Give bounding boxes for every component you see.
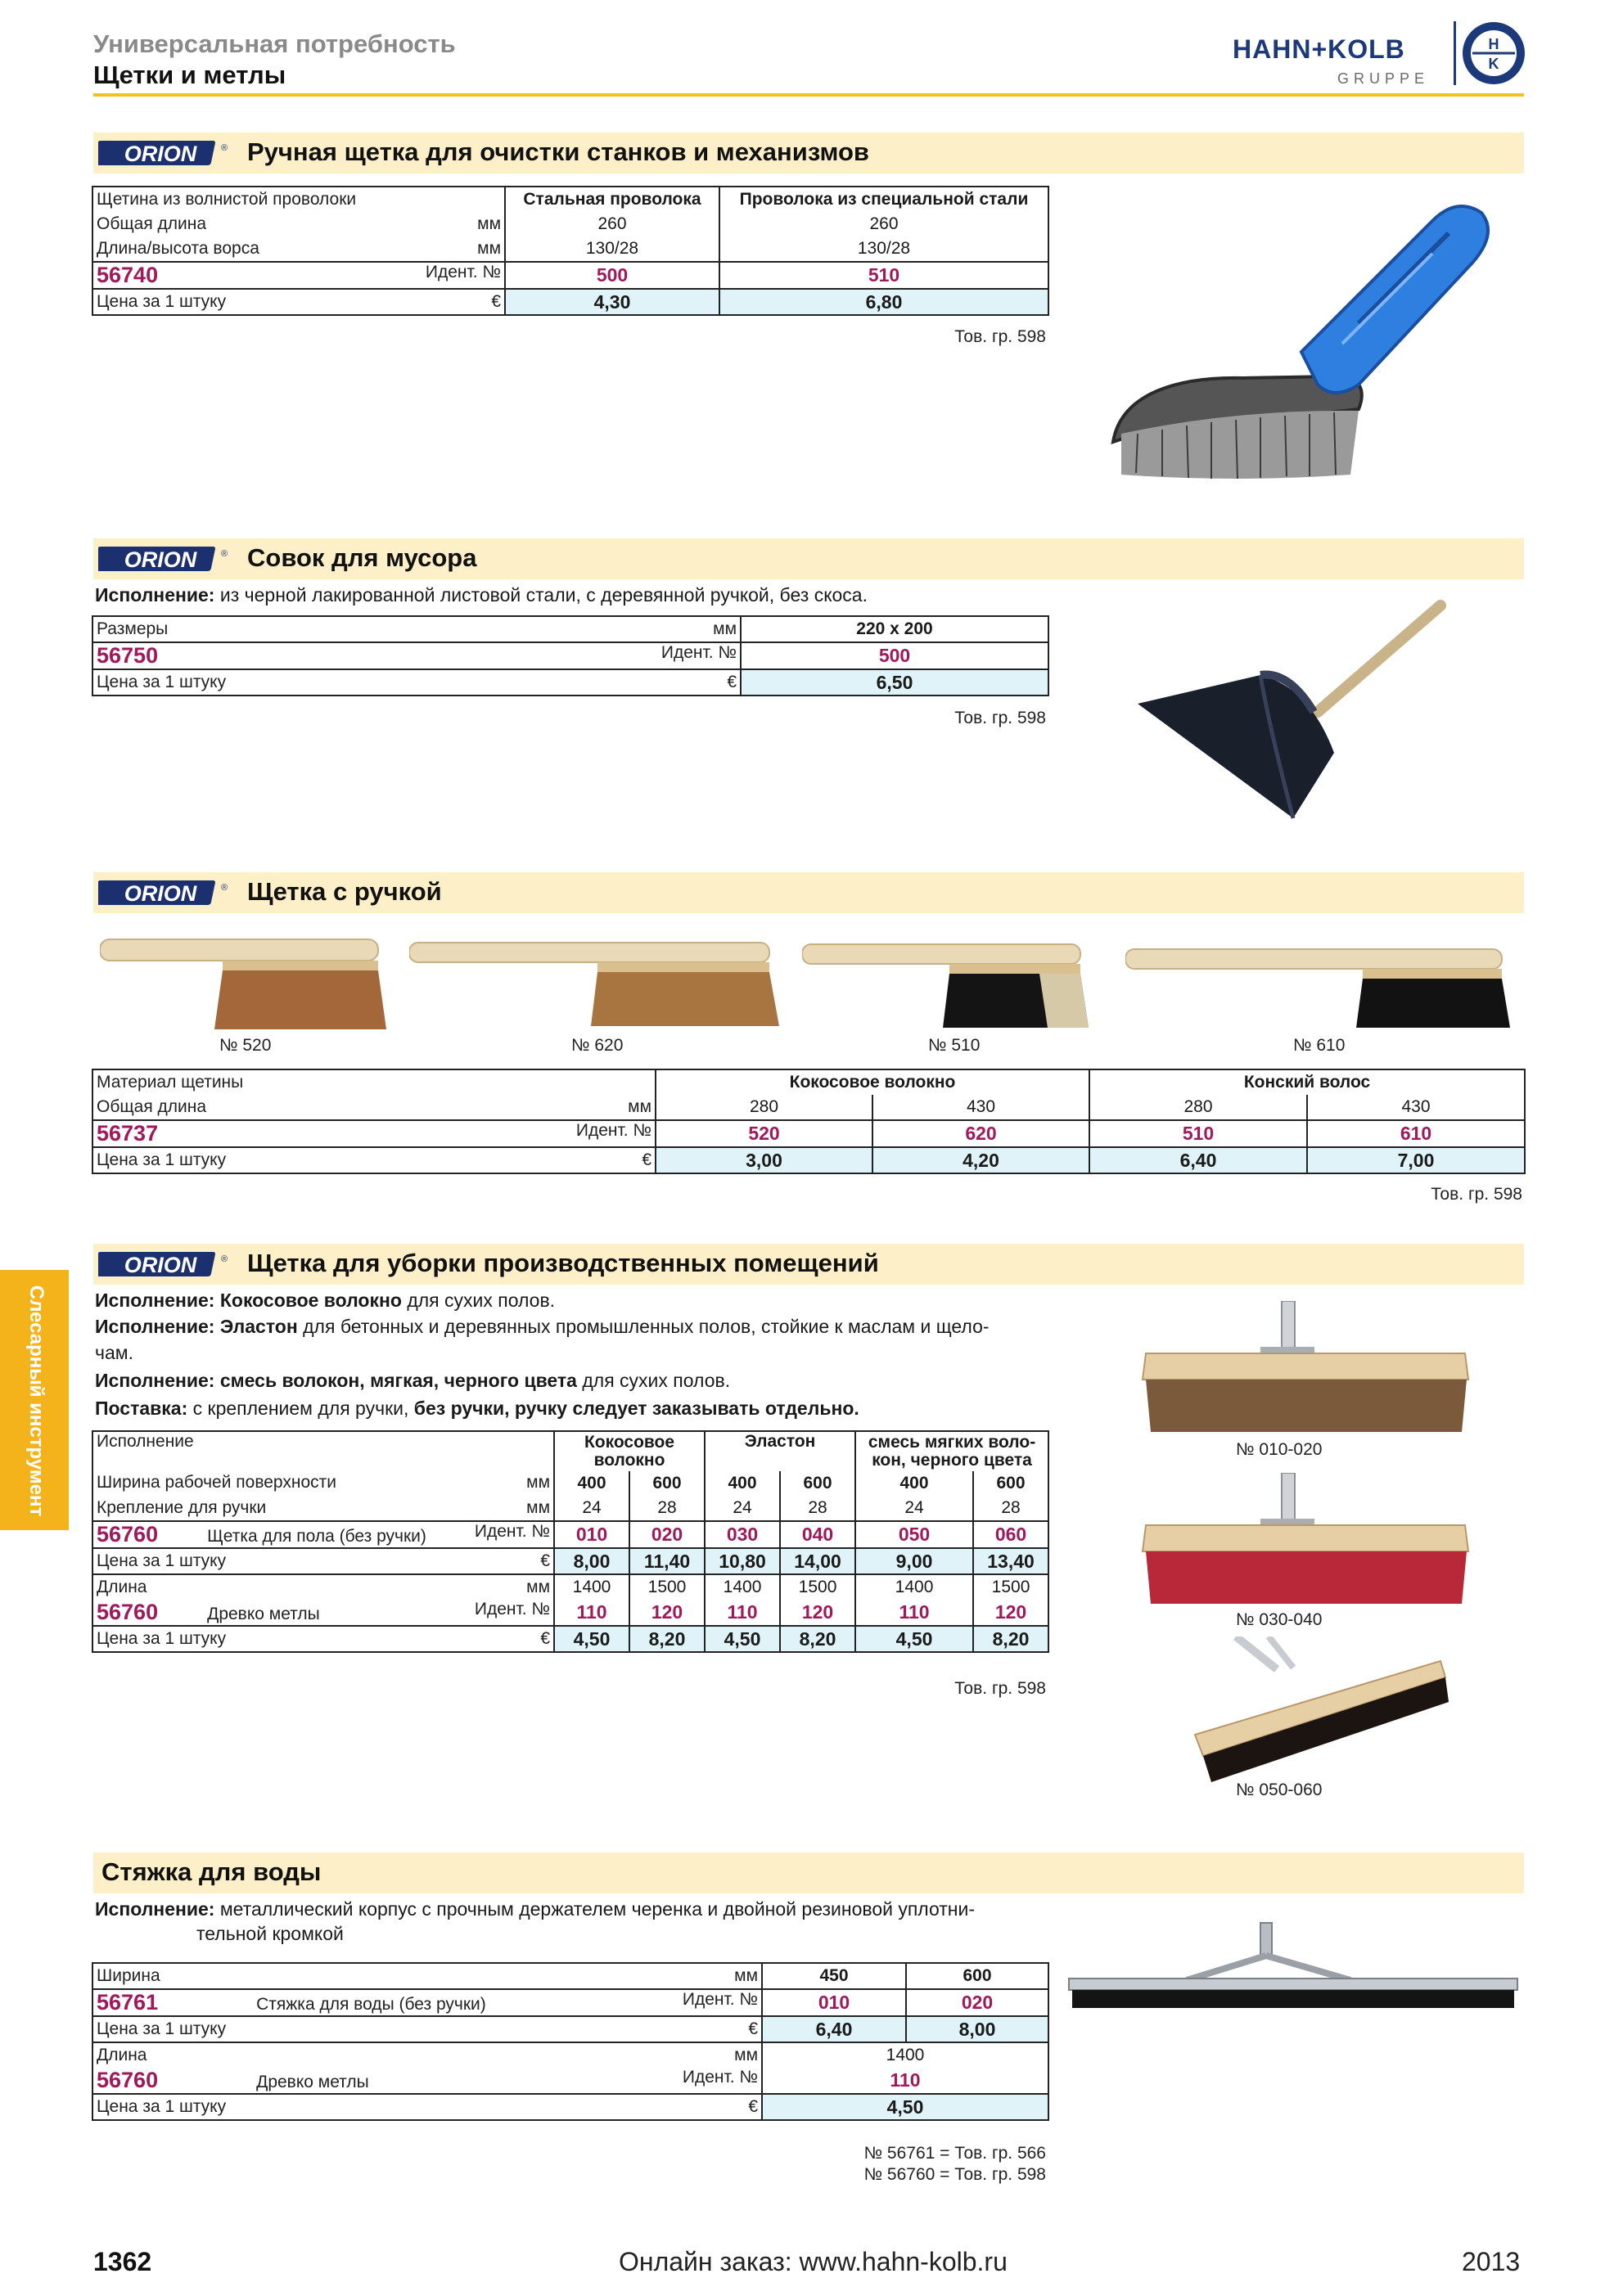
price: 3,00 xyxy=(656,1147,872,1173)
cell: 430 xyxy=(872,1095,1089,1120)
price: 8,20 xyxy=(629,1626,705,1652)
price: 4,20 xyxy=(872,1147,1089,1173)
tov-gr: Тов. гр. 598 xyxy=(1431,1185,1522,1204)
cell: 1400 xyxy=(855,1574,973,1600)
description: чам. xyxy=(95,1342,133,1363)
orion-logo-icon xyxy=(98,139,228,167)
page-number: 1362 xyxy=(93,2247,152,2276)
article-number: 56761 xyxy=(97,1990,159,2015)
price-row: Цена за 1 штуку € xyxy=(92,2094,762,2120)
group-head: Кокосовое волокно xyxy=(554,1431,705,1471)
ident-number: 010 xyxy=(762,1989,906,2016)
price: 8,20 xyxy=(780,1626,855,1652)
article-row: 56750 Идент. № xyxy=(92,642,741,669)
ident-number: 110 xyxy=(762,2068,1048,2094)
row-label: Ширина мм xyxy=(92,1963,762,1989)
caption: № 510 xyxy=(928,1036,981,1055)
section-header-water-squeegee xyxy=(93,1853,1524,1893)
price: 4,50 xyxy=(705,1626,780,1652)
cell: 24 xyxy=(855,1496,973,1521)
svg-text:ORION: ORION xyxy=(124,547,197,572)
price: 4,30 xyxy=(505,289,719,315)
section-header-hand-brush xyxy=(93,872,1524,913)
section-title: Стяжка для воды xyxy=(101,1857,322,1886)
cell: 28 xyxy=(780,1496,855,1521)
tov-gr: Тов. гр. 598 xyxy=(954,1679,1046,1698)
price: 4,50 xyxy=(762,2094,1048,2120)
side-tab-label: Слесарный инструмент xyxy=(25,1285,47,1517)
logo-badge-icon xyxy=(1460,20,1527,87)
price: 14,00 xyxy=(780,1548,855,1574)
svg-text:H: H xyxy=(1488,36,1499,52)
price-row: Цена за 1 штуку € xyxy=(92,1147,656,1173)
article-row: 56760 Древко метлы Идент. № xyxy=(92,1600,554,1626)
cell: 430 xyxy=(1307,1095,1525,1120)
price: 6,80 xyxy=(719,289,1048,315)
ident-number: 520 xyxy=(656,1120,872,1147)
price: 6,40 xyxy=(762,2016,906,2042)
price: 8,00 xyxy=(906,2016,1048,2042)
article-row: 56740 Идент. № xyxy=(92,262,505,289)
cell: 130/28 xyxy=(719,236,1048,262)
caption: № 520 xyxy=(219,1036,272,1055)
cell: 600 xyxy=(906,1963,1048,1989)
header-category: Универсальная потребность xyxy=(93,29,456,58)
side-tab xyxy=(0,1270,69,1530)
description: Исполнение: Эластон для бетонных и деревянных промышленных полов, стойкие к маслам и щело- xyxy=(95,1316,990,1337)
description: Поставка: с креплением для ручки, без ручки, ручку следует заказывать отдельно. xyxy=(95,1398,859,1419)
ident-number: 120 xyxy=(780,1600,855,1626)
ident-number: 610 xyxy=(1307,1120,1525,1147)
cell: 1500 xyxy=(629,1574,705,1600)
row-label: Материал щетины xyxy=(92,1069,656,1095)
caption: № 010-020 xyxy=(1236,1440,1323,1459)
section-header-floor-broom xyxy=(93,1244,1524,1285)
price-row: Цена за 1 штуку € xyxy=(92,1548,554,1574)
caption: № 030-040 xyxy=(1236,1610,1323,1629)
cell: 220 x 200 xyxy=(741,616,1048,642)
cell: 400 xyxy=(705,1471,780,1496)
ident-number: 030 xyxy=(705,1521,780,1548)
price: 6,40 xyxy=(1089,1147,1307,1173)
row-label: Исполнение Ширина рабочей поверхности мм xyxy=(92,1431,554,1496)
price: 9,00 xyxy=(855,1548,973,1574)
brush-620-image xyxy=(409,939,786,1029)
logo-sub: GRUPPE xyxy=(1337,70,1430,87)
ident-number: 010 xyxy=(554,1521,629,1548)
cell: 24 xyxy=(554,1496,629,1521)
tov-gr: Тов. гр. 598 xyxy=(954,709,1046,727)
cell: 280 xyxy=(1089,1095,1307,1120)
cell: 600 xyxy=(973,1471,1048,1496)
row-label: Длина/высота ворса мм xyxy=(92,236,505,262)
section-title: Ручная щетка для очистки станков и механизмов xyxy=(247,137,869,166)
svg-text:®: ® xyxy=(221,143,228,153)
group-head: смесь мягких воло- кон, черного цвета xyxy=(855,1431,1048,1471)
cell: 1500 xyxy=(780,1574,855,1600)
ident-number: 020 xyxy=(629,1521,705,1548)
price: 7,00 xyxy=(1307,1147,1525,1173)
article-number: 56750 xyxy=(97,643,159,668)
row-label: Общая длина мм xyxy=(92,1095,656,1120)
article-number: 56760 xyxy=(97,1600,159,1624)
svg-text:K: K xyxy=(1488,56,1499,72)
cell: 450 xyxy=(762,1963,906,1989)
cell: 600 xyxy=(780,1471,855,1496)
ident-number: 060 xyxy=(973,1521,1048,1548)
section-title: Совок для мусора xyxy=(247,543,477,572)
article-row: 56760 Щетка для пола (без ручки) Идент. № xyxy=(92,1521,554,1548)
cell: 28 xyxy=(629,1496,705,1521)
description: Исполнение: металлический корпус с прочным держателем черенка и двойной резиновой уплотни- xyxy=(95,1898,976,1920)
row-label: Длина мм xyxy=(92,2042,762,2068)
price: 4,50 xyxy=(554,1626,629,1652)
spec-table-dustpan xyxy=(92,615,1049,696)
description: Исполнение: смесь волокон, мягкая, черного цвета для сухих полов. xyxy=(95,1370,731,1391)
cell: 280 xyxy=(656,1095,872,1120)
note: № 56761 = Тов. гр. 566 xyxy=(863,2144,1046,2163)
spec-table-wire-brush xyxy=(92,186,1049,316)
row-label: Размеры мм xyxy=(92,616,741,642)
svg-text:®: ® xyxy=(221,1254,228,1264)
article-number: 56760 xyxy=(97,1522,159,1546)
price-row: Цена за 1 штуку € xyxy=(92,1626,554,1652)
wire-brush-image xyxy=(1089,188,1522,491)
article-row: 56761 Стяжка для воды (без ручки) Идент. № xyxy=(92,1989,762,2016)
section-title: Щетка с ручкой xyxy=(247,877,442,906)
ident-number: 500 xyxy=(741,642,1048,669)
ident-number: 110 xyxy=(554,1600,629,1626)
price: 8,00 xyxy=(554,1548,629,1574)
cell: 1400 xyxy=(705,1574,780,1600)
ident-number: 110 xyxy=(705,1600,780,1626)
orion-logo-icon xyxy=(98,1250,228,1278)
orion-logo-icon xyxy=(98,545,228,573)
header-rule xyxy=(93,93,1524,97)
price: 8,20 xyxy=(973,1626,1048,1652)
dustpan-image xyxy=(1121,589,1465,826)
price: 11,40 xyxy=(629,1548,705,1574)
ident-number: 500 xyxy=(505,262,719,289)
ident-number: 510 xyxy=(719,262,1048,289)
cell: 130/28 xyxy=(505,236,719,262)
header-subcategory: Щетки и метлы xyxy=(93,61,286,89)
svg-text:®: ® xyxy=(221,883,228,893)
description: Исполнение: из черной лакированной листовой стали, с деревянной ручкой, без скоса. xyxy=(95,584,868,606)
cell: 260 xyxy=(505,212,719,236)
cell: 260 xyxy=(719,212,1048,236)
group-head: Кокосовое волокно xyxy=(656,1069,1089,1095)
footer-year: 2013 xyxy=(1462,2247,1521,2276)
note: № 56760 = Тов. гр. 598 xyxy=(863,2165,1046,2184)
section-title: Щетка для уборки производственных помещений xyxy=(247,1249,879,1277)
caption: № 620 xyxy=(571,1036,624,1055)
section-header-dustpan xyxy=(93,538,1524,579)
article-row: 56737 Идент. № xyxy=(92,1120,656,1147)
section-header-wire-brush xyxy=(93,133,1524,173)
article-number: 56740 xyxy=(97,263,159,287)
ident-number: 050 xyxy=(855,1521,973,1548)
cell: 24 xyxy=(705,1496,780,1521)
col-head: Стальная проволока xyxy=(505,187,719,212)
group-head: Эластон xyxy=(705,1431,855,1471)
brush-520-image xyxy=(100,933,394,1031)
row-label: Общая длина мм xyxy=(92,212,505,236)
group-head: Конский волос xyxy=(1089,1069,1525,1095)
spec-table-water-squeegee xyxy=(92,1962,1049,2121)
description: тельной кромкой xyxy=(196,1923,344,1944)
svg-text:ORION: ORION xyxy=(124,142,197,166)
spec-table-hand-brush xyxy=(92,1069,1526,1174)
price-row: Цена за 1 штуку € xyxy=(92,669,741,696)
ident-number: 110 xyxy=(855,1600,973,1626)
ident-number: 040 xyxy=(780,1521,855,1548)
article-number: 56737 xyxy=(97,1121,159,1146)
cell: 600 xyxy=(629,1471,705,1496)
ident-number: 510 xyxy=(1089,1120,1307,1147)
ident-number: 120 xyxy=(973,1600,1048,1626)
spec-table-floor-broom xyxy=(92,1430,1049,1653)
col-head: Проволока из специальной стали xyxy=(719,187,1048,212)
price: 6,50 xyxy=(741,669,1048,696)
svg-text:ORION: ORION xyxy=(124,881,197,906)
brush-610-image xyxy=(1125,946,1518,1032)
row-label: Щетина из волнистой проволоки xyxy=(92,187,505,212)
article-row: 56760 Древко метлы Идент. № xyxy=(92,2068,762,2094)
row-label: Длина мм xyxy=(92,1574,554,1600)
ident-number: 020 xyxy=(906,1989,1048,2016)
price: 10,80 xyxy=(705,1548,780,1574)
footer-url[interactable]: Онлайн заказ: www.hahn-kolb.ru xyxy=(619,2247,1008,2276)
row-label: Крепление для ручки мм xyxy=(92,1496,554,1521)
article-number: 56760 xyxy=(97,2068,159,2092)
brush-510-image xyxy=(802,941,1097,1031)
price-row: Цена за 1 штуку € xyxy=(92,2016,762,2042)
cell: 400 xyxy=(855,1471,973,1496)
logo-divider xyxy=(1454,21,1456,85)
cell: 1500 xyxy=(973,1574,1048,1600)
price: 4,50 xyxy=(855,1626,973,1652)
broom-010-020-image xyxy=(1138,1301,1473,1440)
price: 13,40 xyxy=(973,1548,1048,1574)
ident-number: 120 xyxy=(629,1600,705,1626)
caption: № 610 xyxy=(1293,1036,1346,1055)
ident-number: 620 xyxy=(872,1120,1089,1147)
description: Исполнение: Кокосовое волокно для сухих полов. xyxy=(95,1290,556,1311)
tov-gr: Тов. гр. 598 xyxy=(954,327,1046,346)
cell: 1400 xyxy=(554,1574,629,1600)
logo: HAHN+KOLB xyxy=(1233,34,1405,64)
water-squeegee-image xyxy=(1064,1915,1522,2029)
svg-text:®: ® xyxy=(221,549,228,559)
cell: 400 xyxy=(554,1471,629,1496)
caption: № 050-060 xyxy=(1236,1781,1323,1799)
cell: 28 xyxy=(973,1496,1048,1521)
broom-030-040-image xyxy=(1138,1473,1473,1612)
orion-logo-icon xyxy=(98,879,228,907)
price-row: Цена за 1 штуку € xyxy=(92,289,505,315)
broom-050-060-image xyxy=(1179,1636,1457,1784)
svg-text:ORION: ORION xyxy=(124,1253,197,1277)
cell: 1400 xyxy=(762,2042,1048,2068)
